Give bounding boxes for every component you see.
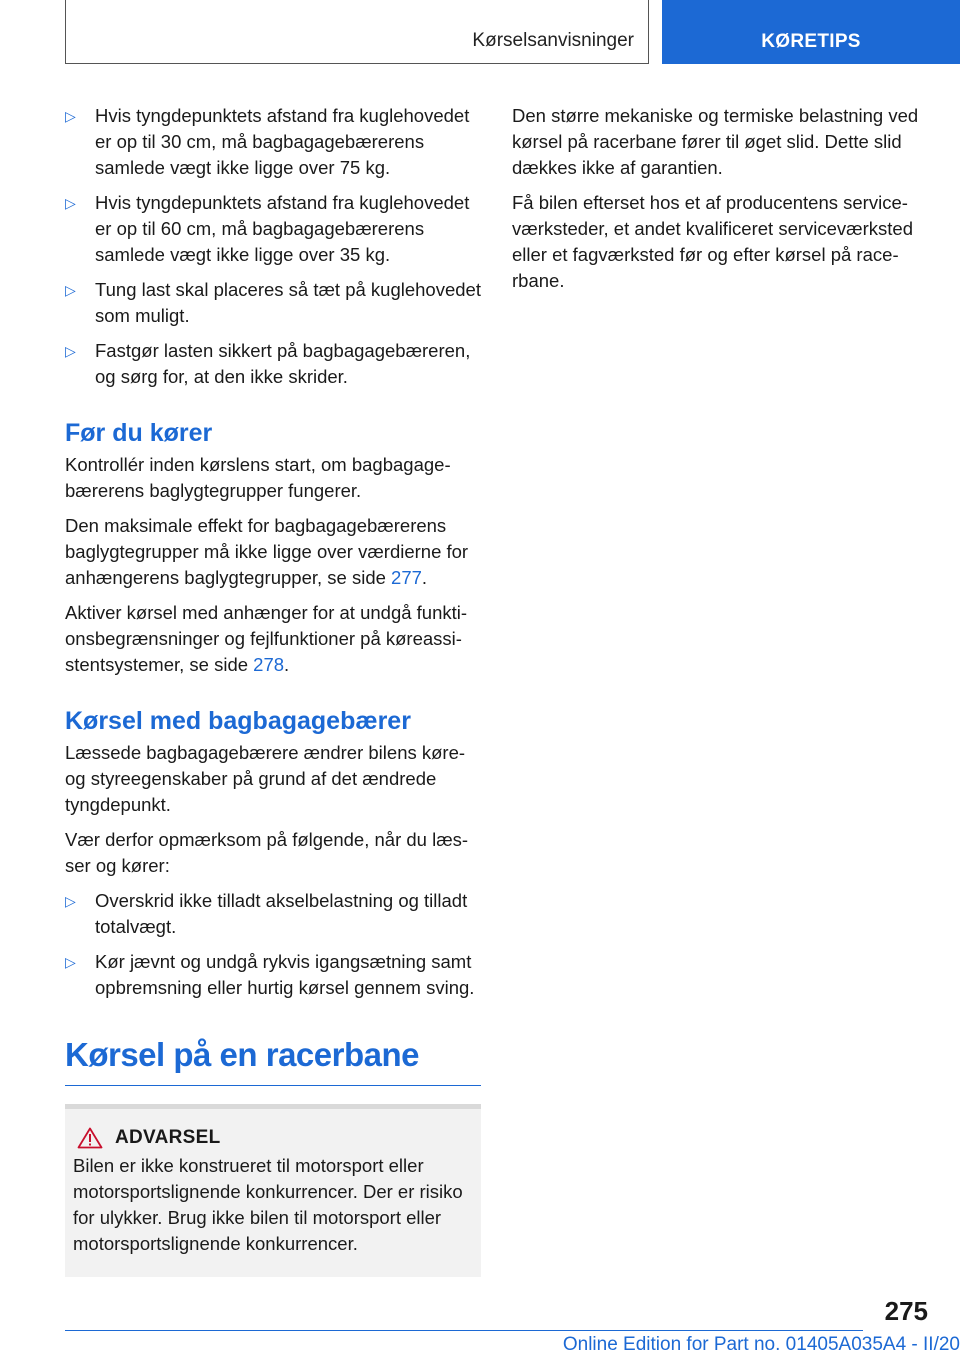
list-item: ▷ Hvis tyngdepunktets afstand fra kuglehovedet er op til 30 cm, må bagbagagebærerens samlede vægt ikke ligge over 75 kg.: [65, 105, 470, 178]
warning-header: [73, 1125, 473, 1151]
list-item: ▷ Kør jævnt og undgå rykvis igangsætning samt opbremsning eller hurtig kørsel gennem sving.: [65, 951, 475, 998]
paragraph: Få bilen efterset hos et af producentens serviceværksteder, et andet kvalificeret serviceværksted eller et fagværksted før og efter kørsel på racerbane.: [512, 192, 913, 291]
warning-text: Bilen er ikke konstrueret til motorsport eller motorsportslignende konkurrencer. Der er risiko for ulykker. Brug ikke bilen til motorsport eller motorsportslignende konkurrencer.: [73, 1155, 463, 1254]
list-item: ▷ Tung last skal placeres så tæt på kuglehovedet som muligt.: [65, 279, 481, 326]
load-bullet-list: [65, 103, 481, 390]
paragraph: Læssede bagbagagebærere ændrer bilens køre- og styreegenskaber på grund af det ændrede tyngdepunkt.: [65, 742, 466, 815]
header-section-tab: [65, 0, 649, 64]
list-item: ▷ Hvis tyngdepunktets afstand fra kuglehovedet er op til 60 cm, må bagbagagebærerens samlede vægt ikke ligge over 35 kg.: [65, 192, 470, 265]
warning-title: ADVARSEL: [115, 1127, 221, 1148]
right-column: [512, 103, 932, 303]
warning-triangle-icon: [77, 1127, 103, 1149]
triangle-right-icon: ▷: [65, 108, 76, 124]
section-heading-driving-with-carrier: Kørsel med bagbagagebærer: [65, 707, 411, 735]
triangle-right-icon: ▷: [65, 282, 76, 298]
section-heading-before-driving: Før du kører: [65, 419, 213, 447]
driving-bullet-list: [65, 888, 481, 1001]
paragraph: Vær derfor opmærksom på følgende, når du læsser og kører:: [65, 829, 469, 876]
chapter-heading-racetrack: Kørsel på en racerbane: [65, 1035, 481, 1086]
footer-edition: Online Edition for Part no. 01405A035A4 - II/20: [559, 1334, 960, 1356]
triangle-right-icon: ▷: [65, 343, 76, 359]
page-link-278[interactable]: 278: [253, 654, 285, 675]
page-link-277[interactable]: 277: [391, 567, 422, 588]
triangle-right-icon: ▷: [65, 954, 76, 970]
list-item: ▷ Overskrid ikke tilladt akselbelastning og tilladt totalvægt.: [65, 890, 468, 937]
warning-box: [65, 1104, 481, 1277]
header-chapter-tab: [662, 0, 960, 64]
paragraph: Den maksimale effekt for bagbagagebærerens baglygtegrupper må ikke ligge over værdierne for anhængerens baglygtegrupper, se side 277.: [65, 515, 469, 588]
list-item: ▷ Fastgør lasten sikkert på bagbagagebæreren, og sørg for, at den ikke skrider.: [65, 340, 471, 387]
footer-divider: [65, 1330, 863, 1331]
paragraph: Aktiver kørsel med anhænger for at undgå funktionsbegrænsninger og fejlfunktioner på køreassistentsystemer, se side 278.: [65, 602, 468, 675]
page-number: 275: [884, 1296, 928, 1326]
paragraph: Kontrollér inden kørslens start, om bagbagagebærerens baglygtegrupper fungerer.: [65, 454, 451, 501]
header-section-label: Kørselsanvisninger: [472, 30, 634, 51]
paragraph: Den større mekaniske og termiske belastning ved kørsel på racerbane fører til øget slid. Dette slid dækkes ikke af garantien.: [512, 105, 919, 178]
header-chapter-label: KØRETIPS: [761, 31, 861, 52]
triangle-right-icon: ▷: [65, 893, 76, 909]
triangle-right-icon: ▷: [65, 195, 76, 211]
left-column: [65, 103, 481, 1277]
